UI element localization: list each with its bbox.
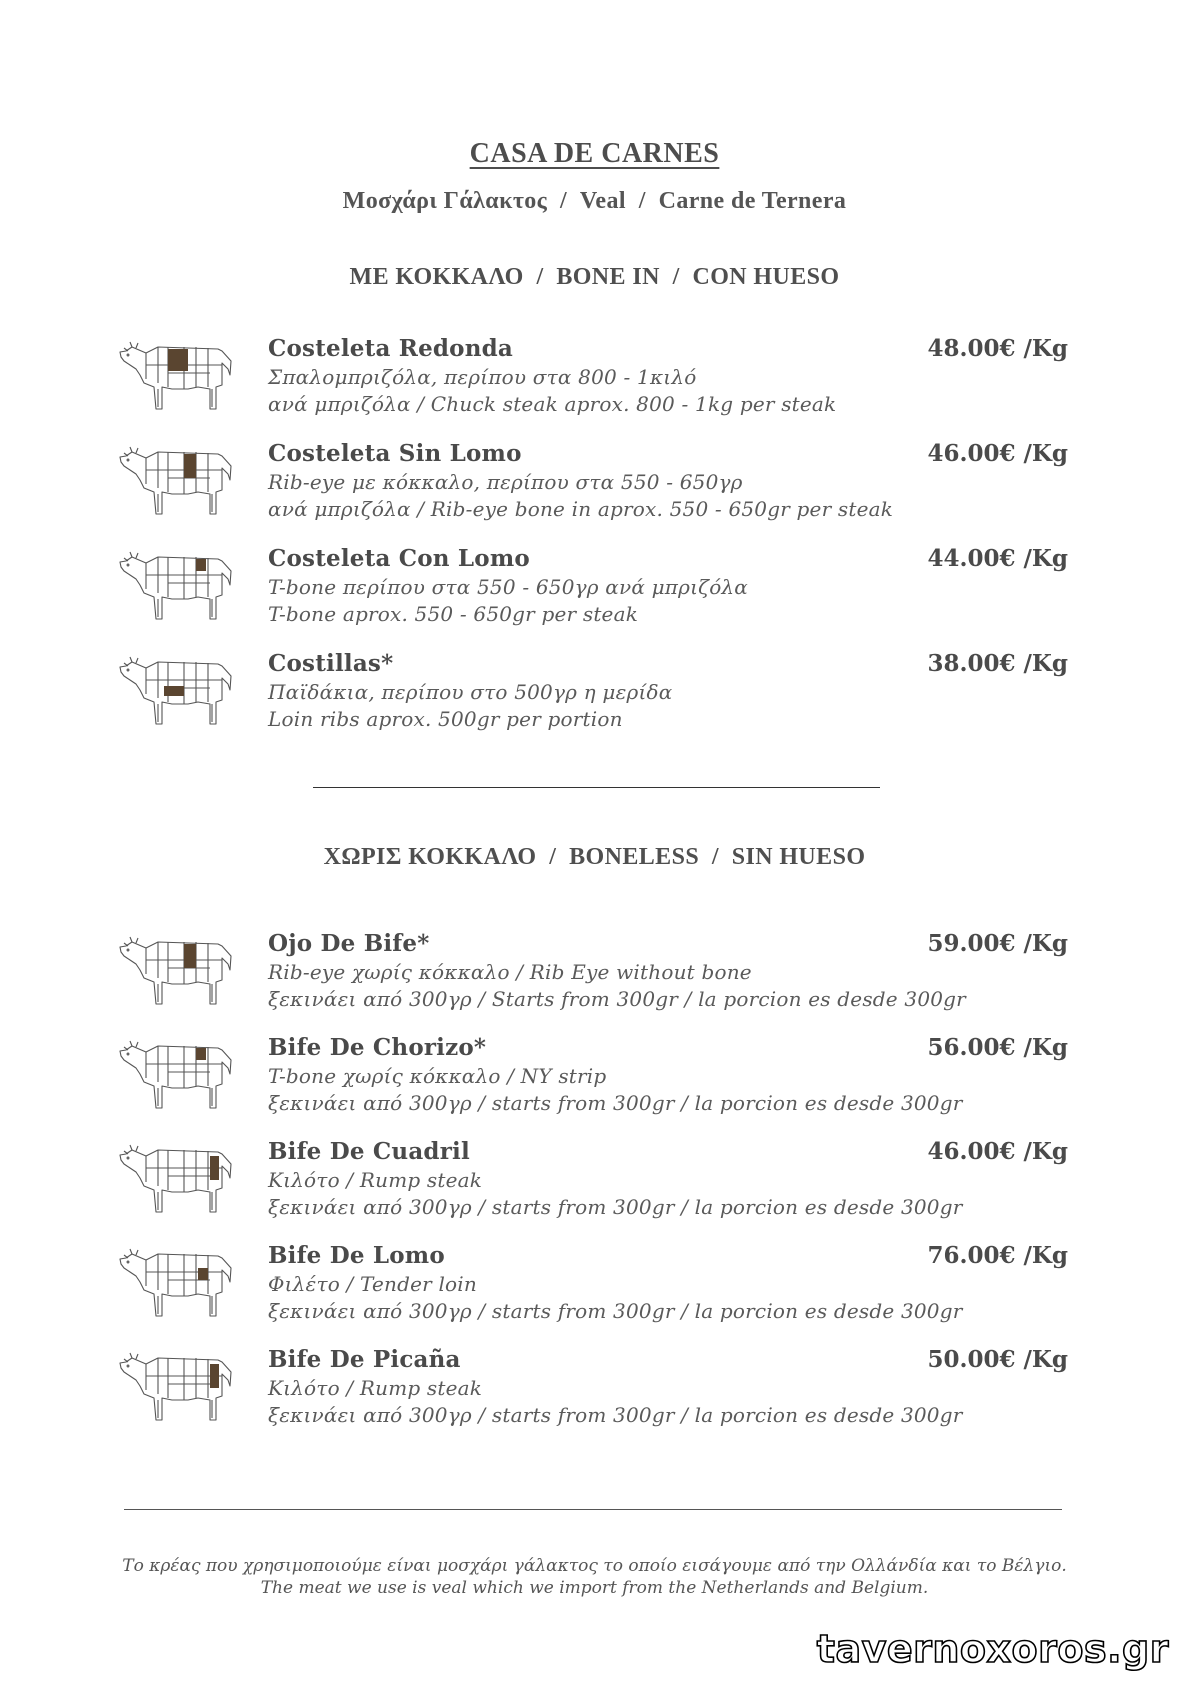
menu-item: [118, 335, 1068, 415]
menu-item: [118, 440, 1068, 520]
cow-cut-icon: [118, 1246, 238, 1320]
menu-title: CASA DE CARNES: [469, 138, 720, 169]
item-name: Costillas*: [268, 650, 394, 677]
menu-item: [118, 545, 1068, 625]
cow-cut-icon: [118, 934, 238, 1008]
cow-cut-icon: [118, 1142, 238, 1216]
item-description-line2: ξεκινάει από 300γρ / Starts from 300gr / la porcion es desde 300gr: [268, 987, 966, 1011]
menu-item: [118, 1034, 1068, 1114]
footer-note-english: The meat we use is veal which we import from the Netherlands and Belgium.: [260, 1578, 929, 1598]
item-description-line1: Σπαλομπριζόλα, περίπου στα 800 - 1κιλό: [268, 365, 697, 389]
item-description-line1: Rib-eye χωρίς κόκκαλο / Rib Eye without bone: [268, 960, 752, 984]
item-price: 48.00€ /Kg: [927, 335, 1068, 362]
section-divider: [313, 787, 880, 788]
item-description-line2: ανά μπριζόλα / Chuck steak aprox. 800 - 1kg per steak: [268, 392, 837, 416]
item-description-line2: ξεκινάει από 300γρ / starts from 300gr / la porcion es desde 300gr: [268, 1195, 963, 1219]
menu-item: [118, 1138, 1068, 1218]
footer-note-greek: Το κρέας που χρησιμοποιούμε είναι μοσχάρι γάλακτος το οποίο εισάγουμε από την Ολλάνδία και το Βέλγιο.: [122, 1556, 1067, 1576]
item-description-line1: Κιλότο / Rump steak: [268, 1376, 483, 1400]
cow-cut-icon: [118, 444, 238, 518]
item-price: 46.00€ /Kg: [927, 1138, 1068, 1165]
item-description-line2: ξεκινάει από 300γρ / starts from 300gr / la porcion es desde 300gr: [268, 1299, 963, 1323]
section-heading-bone-in: ΜΕ ΚΟΚΚΑΛΟ / BONE IN / CON HUESO: [349, 264, 840, 290]
item-name: Ojo De Bife*: [268, 930, 430, 957]
item-description-line2: ανά μπριζόλα / Rib-eye bone in aprox. 550 - 650gr per steak: [268, 497, 894, 521]
item-description-line2: ξεκινάει από 300γρ / starts from 300gr / la porcion es desde 300gr: [268, 1403, 963, 1427]
item-description-line1: Rib-eye με κόκκαλο, περίπου στα 550 - 650γρ: [268, 470, 743, 494]
item-price: 59.00€ /Kg: [927, 930, 1068, 957]
item-description-line1: T-bone περίπου στα 550 - 650γρ ανά μπριζόλα: [268, 575, 749, 599]
item-name: Bife De Chorizo*: [268, 1034, 487, 1061]
item-name: Costeleta Sin Lomo: [268, 440, 522, 467]
item-price: 44.00€ /Kg: [927, 545, 1068, 572]
item-name: Bife De Lomo: [268, 1242, 445, 1269]
watermark: tavernoxoros.gr: [816, 1627, 1169, 1671]
item-name: Costeleta Redonda: [268, 335, 514, 362]
item-name: Bife De Picaña: [268, 1346, 461, 1373]
item-description-line2: Loin ribs aprox. 500gr per portion: [268, 707, 623, 731]
item-name: Bife De Cuadril: [268, 1138, 470, 1165]
item-price: 76.00€ /Kg: [927, 1242, 1068, 1269]
item-description-line1: Κιλότο / Rump steak: [268, 1168, 483, 1192]
footer-divider: [124, 1509, 1062, 1510]
cow-cut-icon: [118, 654, 238, 728]
cow-cut-icon: [118, 1350, 238, 1424]
section-heading-boneless: ΧΩΡΙΣ ΚΟΚΚΑΛΟ / BONELESS / SIN HUESO: [323, 844, 866, 870]
item-price: 38.00€ /Kg: [927, 650, 1068, 677]
menu-item: [118, 1346, 1068, 1426]
cow-cut-icon: [118, 339, 238, 413]
item-price: 50.00€ /Kg: [927, 1346, 1068, 1373]
menu-item: [118, 650, 1068, 730]
item-price: 46.00€ /Kg: [927, 440, 1068, 467]
item-name: Costeleta Con Lomo: [268, 545, 530, 572]
cow-cut-icon: [118, 1038, 238, 1112]
item-description-line1: T-bone χωρίς κόκκαλο / NY strip: [268, 1064, 607, 1088]
menu-subtitle: Μοσχάρι Γάλακτος / Veal / Carne de Ternera: [342, 188, 847, 214]
item-description-line2: ξεκινάει από 300γρ / starts from 300gr / la porcion es desde 300gr: [268, 1091, 963, 1115]
item-description-line1: Φιλέτο / Tender loin: [268, 1272, 477, 1296]
menu-item: [118, 930, 1068, 1010]
cow-cut-icon: [118, 549, 238, 623]
item-description-line1: Παϊδάκια, περίπου στο 500γρ η μερίδα: [268, 680, 673, 704]
item-description-line2: T-bone aprox. 550 - 650gr per steak: [268, 602, 639, 626]
item-price: 56.00€ /Kg: [927, 1034, 1068, 1061]
menu-item: [118, 1242, 1068, 1322]
